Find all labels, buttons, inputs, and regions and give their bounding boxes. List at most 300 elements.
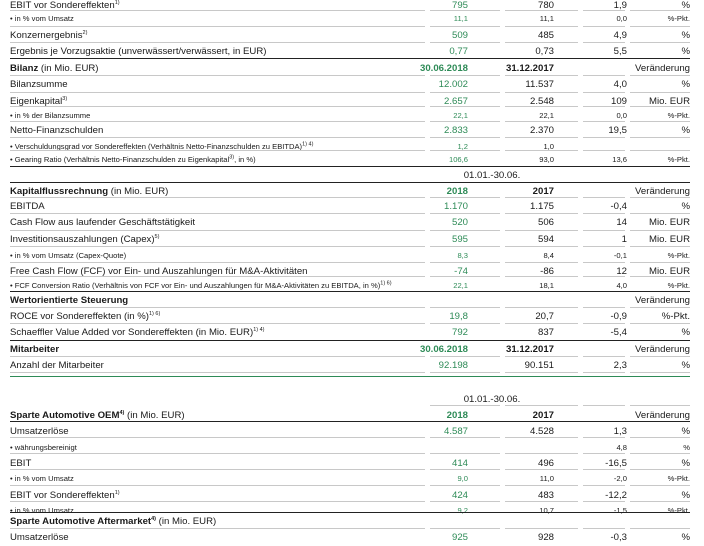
rule-line [630,469,690,470]
rule-line [430,485,500,486]
rule-line [505,372,578,373]
value-prior: 928 [537,532,554,543]
row-label [10,77,68,93]
value-change: 1,3 [613,426,627,437]
rule-line [583,437,625,438]
rule-line [630,307,690,308]
row-label-unit: (in Mio. EUR) [156,516,217,527]
value-change: 4,9 [613,30,627,41]
rule-line [583,150,625,151]
value-prior: 837 [537,327,554,338]
rule-line [10,246,425,247]
rule-line [505,405,578,406]
rule-line [583,92,625,93]
rule-line [10,121,425,122]
rule-line [505,501,578,502]
rule-line [583,453,625,454]
rule-line [583,213,625,214]
row-label-text: EBIT vor Sondereffekten [10,490,115,501]
rule-line [505,121,578,122]
rule-line [630,501,690,502]
value-change: -0,1 [613,251,627,260]
rule-line [630,137,690,138]
value-current: 925 [451,532,468,543]
value-prior: 4.528 [529,426,554,437]
row-label-unit: (in Mio. EUR) [108,186,169,197]
rule-line [505,246,578,247]
rule-line [630,528,690,529]
rule-line [630,262,690,263]
value-current: 1.170 [443,201,468,212]
value-prior: 1,0 [543,142,554,151]
value-change: 4,0 [616,281,627,290]
rule-line [10,262,425,263]
value-current: 2.833 [443,125,468,136]
value-current: 30.06.2018 [419,344,468,355]
value-current: 12.002 [438,79,468,90]
rule-line [583,75,625,76]
value-prior: 506 [537,217,554,228]
footnote-ref: 3) [229,154,235,161]
value-current: 2.657 [443,96,468,107]
value-change: 14 [616,217,627,228]
value-prior: 20,7 [535,311,554,322]
value-current: 414 [451,458,468,469]
value-change: 5,5 [613,46,627,57]
rule-line [505,437,578,438]
value-current: 509 [451,30,468,41]
value-unit: Mio. EUR [648,217,690,228]
rule-line [505,528,578,529]
rule-line [630,356,690,357]
row-label-text: Bilanz [10,63,39,74]
value-current: 4.587 [443,426,468,437]
value-current: 795 [451,0,468,11]
value-prior: 594 [537,234,554,245]
value-change: -16,5 [605,458,627,469]
rule-line [10,307,425,308]
row-label-text: Investitionsauszahlungen (Capex) [10,234,155,245]
rule-line [583,137,625,138]
value-prior: 1.175 [529,201,554,212]
row-label-text: • Gearing Ratio (Verhältnis Netto-Finanzschulden zu Eigenkapital [10,155,230,164]
row-label-unit: (in Mio. EUR) [124,410,185,421]
value-unit: % [681,360,690,371]
value-unit: % [681,201,690,212]
rule-line [505,276,578,277]
row-label-text: Sparte Automotive Aftermarket [10,516,152,527]
rule-line [10,512,690,513]
footnote-ref: 1) 4) [302,141,314,148]
value-prior: 2.370 [529,125,554,136]
rule-line [10,10,425,11]
rule-line [10,106,425,107]
rule-line [630,323,690,324]
rule-line [630,150,690,151]
rule-line [505,106,578,107]
row-label-text: Netto-Finanzschulden [10,125,104,136]
footnote-ref: 4) [151,515,156,522]
value-unit: % [681,327,690,338]
value-current: 424 [451,490,468,501]
value-unit: %-Pkt. [667,251,690,260]
rule-line [10,92,425,93]
row-label-text: • Verschuldungsgrad vor Sondereffekten (Verhältnis Netto-Finanzschulden zu EBITDA) [10,142,303,151]
rule-line [430,246,500,247]
value-current: 2018 [446,186,468,197]
rule-line [505,150,578,151]
rule-line [430,307,500,308]
rule-line [430,453,500,454]
rule-line [10,230,425,231]
value-current: 30.06.2018 [419,63,468,74]
value-prior: 485 [537,30,554,41]
value-current: 11,1 [453,14,468,23]
value-prior: 483 [537,490,554,501]
rule-line [505,75,578,76]
row-label [10,530,69,546]
footnote-ref: 1) [114,489,120,496]
row-label-text: • in % vom Umsatz [10,506,74,515]
value-current: 9,0 [457,474,468,483]
row-label-text: Kapitalflussrechnung [10,186,109,197]
rule-line [583,356,625,357]
footnote-ref: 3) [62,95,68,102]
rule-line [505,307,578,308]
rule-line [430,262,500,263]
value-unit: %-Pkt. [667,474,690,483]
row-label-text: Free Cash Flow (FCF) vor Ein- und Auszahlungen für M&A-Aktivitäten [10,266,308,277]
rule-line [630,197,690,198]
rule-line [583,307,625,308]
footnote-ref: 1) 6) [149,310,161,317]
rule-line [430,10,500,11]
value-change: 109 [610,96,627,107]
rule-line [505,262,578,263]
value-change: -0,3 [610,532,627,543]
value-unit: %-Pkt. [667,281,690,290]
value-unit: %-Pkt. [667,111,690,120]
rule-line [430,323,500,324]
rule-line [630,437,690,438]
value-prior: 11,0 [539,474,554,483]
rule-line [583,528,625,529]
rule-line [505,469,578,470]
rule-line [430,197,500,198]
rule-line [583,469,625,470]
rule-line [583,26,625,27]
row-label-text: • in % vom Umsatz (Capex-Quote) [10,251,127,260]
value-current: -74 [454,266,468,277]
value-prior: 2017 [532,410,554,421]
footnote-ref: 5) [154,233,160,240]
value-prior: 10,7 [539,506,554,515]
row-label-text: Cash Flow aus laufender Geschäftstätigkeit [10,217,196,228]
rule-line [505,26,578,27]
value-current: 520 [451,217,468,228]
row-label-tail: , in %) [234,155,256,164]
value-change: -12,2 [605,490,627,501]
value-unit: %-Pkt. [667,155,690,164]
rule-line [430,75,500,76]
rule-line [583,10,625,11]
value-change: 0,0 [616,14,627,23]
rule-line [505,323,578,324]
rule-line [583,501,625,502]
value-prior: 2017 [532,186,554,197]
footnote-ref: 1) 4) [253,326,265,333]
row-label-text: EBITDA [10,201,45,212]
value-prior: 2.548 [529,96,554,107]
footnote-ref: 4) [119,409,125,416]
value-current: 92.198 [438,360,468,371]
rule-line [430,528,500,529]
rule-line [505,42,578,43]
value-current: 0,77 [449,46,468,57]
row-label-text: • FCF Conversion Ratio (Verhältnis von FCF vor Ein- und Auszahlungen für M&A-Aktivitäten zu EBITDA, in %) [10,281,381,290]
value-unit: %-Pkt. [667,14,690,23]
value-change: 0,0 [616,111,627,120]
row-label-text: EBIT vor Sondereffekten [10,0,115,11]
value-prior: 11,1 [539,14,554,23]
rule-line [630,10,690,11]
value-unit: %-Pkt. [667,506,690,515]
value-prior: 8,4 [543,251,554,260]
rule-line [10,150,425,151]
value-current: 1,2 [457,142,468,151]
row-label-text: • in % vom Umsatz [10,474,74,483]
rule-line [583,276,625,277]
value-change: 1,9 [613,0,627,11]
rule-line [10,485,425,486]
rule-line [10,197,425,198]
value-prior: 31.12.2017 [505,63,554,74]
rule-line [583,372,625,373]
row-label [10,215,195,231]
footnote-ref: 1) [114,0,120,6]
value-prior: -86 [540,266,554,277]
rule-line [10,182,690,183]
value-current: 792 [451,327,468,338]
value-current: 9,2 [457,506,468,515]
rule-line [630,485,690,486]
row-label-text: Umsatzerlöse [10,532,69,543]
rule-line [583,405,625,406]
row-label-text: Mitarbeiter [10,344,60,355]
rule-line [10,340,690,341]
footnote-ref: 1) 6) [380,280,392,287]
value-change: 1 [621,234,627,245]
value-unit: % [681,0,690,11]
rule-line [583,323,625,324]
value-current: 22,1 [453,111,468,120]
row-label-text: • in % der Bilanzsumme [10,111,91,120]
rule-line [10,376,690,377]
value-unit: % [681,125,690,136]
rule-line [430,106,500,107]
value-current: 22,1 [453,281,468,290]
rule-line [430,501,500,502]
rule-line [583,246,625,247]
row-label [10,325,265,341]
row-label-text: Anzahl der Mitarbeiter [10,360,104,371]
rule-line [583,121,625,122]
value-unit: % [681,458,690,469]
rule-line [10,453,425,454]
rule-line [583,106,625,107]
value-unit: % [683,443,690,452]
table-row [10,215,690,231]
rule-line [10,75,425,76]
value-change: -0,4 [610,201,627,212]
value-current: 19,8 [449,311,468,322]
rule-line [430,469,500,470]
rule-line [630,405,690,406]
rule-line [430,213,500,214]
rule-line [630,230,690,231]
value-prior: 01.01.-30.06. [463,394,521,405]
rule-line [430,26,500,27]
rule-line [583,42,625,43]
rule-line [630,121,690,122]
footnote-ref: 2) [82,29,88,36]
row-label [10,11,74,27]
rule-line [630,106,690,107]
value-prior: 18,1 [539,281,554,290]
value-unit: Veränderung [635,344,690,355]
rule-line [630,75,690,76]
rule-line [630,26,690,27]
rule-line [10,26,425,27]
rule-line [630,42,690,43]
rule-line [630,276,690,277]
value-current: 106,6 [448,155,468,164]
value-prior: 90.151 [524,360,554,371]
value-unit: %-Pkt. [661,311,690,322]
row-label-text: ROCE vor Sondereffekten (in %) [10,311,149,322]
rule-line [430,230,500,231]
rule-line [505,213,578,214]
row-label-text: Bilanzsumme [10,79,68,90]
table-row [10,530,690,546]
rule-line [630,453,690,454]
value-current: 2018 [446,410,468,421]
value-unit: % [681,46,690,57]
rule-line [10,42,425,43]
value-unit: Mio. EUR [648,96,690,107]
rule-line [430,150,500,151]
row-label-text: Ergebnis je Vorzugsaktie (unverwässert/verwässert, in EUR) [10,46,267,57]
value-unit: Veränderung [635,186,690,197]
value-prior: 01.01.-30.06. [463,170,521,181]
value-unit: % [681,532,690,543]
rule-line [430,137,500,138]
rule-line [430,276,500,277]
value-change: -1,5 [613,506,627,515]
rule-line [10,372,425,373]
table-row [10,77,690,93]
rule-line [10,213,425,214]
value-unit: Mio. EUR [648,266,690,277]
rule-line [10,356,425,357]
rule-line [10,528,425,529]
rule-line [505,92,578,93]
value-change: -5,4 [610,327,627,338]
rule-line [430,372,500,373]
value-unit: Veränderung [635,295,690,306]
value-change: 4,0 [613,79,627,90]
rule-line [10,323,425,324]
rule-line [10,469,425,470]
table-row [10,325,690,341]
value-unit: Veränderung [635,63,690,74]
value-change: -0,9 [610,311,627,322]
rule-line [430,42,500,43]
rule-line [10,437,425,438]
rule-line [630,246,690,247]
value-change: 2,3 [613,360,627,371]
rule-line [583,230,625,231]
rule-line [505,197,578,198]
value-change: 12 [616,266,627,277]
rule-line [583,262,625,263]
rule-line [505,356,578,357]
rule-line [505,137,578,138]
rule-line [505,485,578,486]
rule-line [430,405,500,406]
value-unit: % [681,490,690,501]
rule-line [10,137,425,138]
value-change: 13,6 [612,155,627,164]
rule-line [430,356,500,357]
rule-line [10,421,690,422]
value-prior: 780 [537,0,554,11]
rule-line [430,92,500,93]
value-change: -2,0 [613,474,627,483]
rule-line [10,166,690,167]
rule-line [430,437,500,438]
value-prior: 31.12.2017 [505,344,554,355]
row-label-text: • in % vom Umsatz [10,14,74,23]
rule-line [10,58,690,59]
value-current: 595 [451,234,468,245]
value-unit: % [681,30,690,41]
rule-line [630,213,690,214]
rule-line [505,10,578,11]
row-label-text: EBIT [10,458,32,469]
row-label-text: Sparte Automotive OEM [10,410,120,421]
rule-line [630,92,690,93]
value-prior: 93,0 [539,155,554,164]
row-label-text: • währungsbereinigt [10,443,77,452]
row-label-unit: (in Mio. EUR) [38,63,99,74]
rule-line [505,230,578,231]
value-prior: 0,73 [535,46,554,57]
value-current: 8,3 [457,251,468,260]
value-unit: % [681,426,690,437]
rule-line [430,121,500,122]
value-prior: 496 [537,458,554,469]
row-label-text: Wertorientierte Steuerung [10,295,129,306]
rule-line [630,372,690,373]
rule-line [583,197,625,198]
value-prior: 11.537 [525,79,554,90]
rule-line [10,501,425,502]
rule-line [10,276,425,277]
value-change: 4,8 [616,443,627,452]
value-unit: % [681,79,690,90]
row-label-text: Eigenkapital [10,96,63,107]
